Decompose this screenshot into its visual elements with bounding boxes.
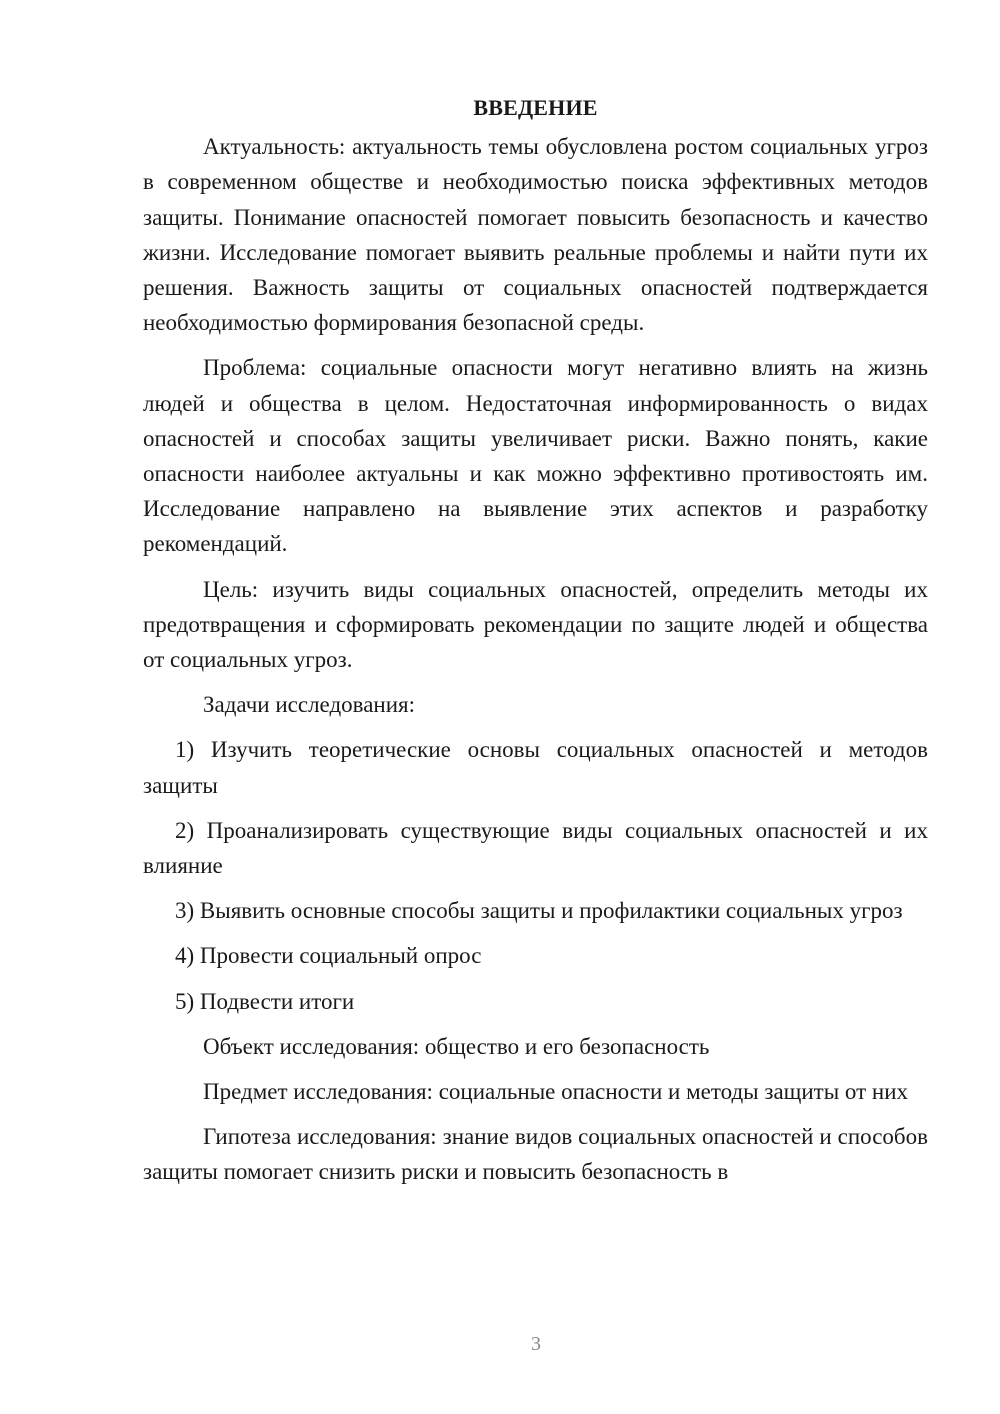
paragraph-object: Объект исследования: общество и его безопасность: [203, 1033, 710, 1059]
paragraph-relevance: Актуальность: актуальность темы обусловлена ростом социальных угроз в современном обществе и необходимостью поиска эффективных методов защиты. Понимание опасностей помогает повысить безопасность и качество жизни. Исследование помогает выявить реальные проблемы и найти пути их решения. Важность защиты от социальных опасностей подтверждается необходимостью формирования безопасной среды.: [143, 134, 928, 336]
page-body: [143, 90, 928, 1190]
task-item-2: 2) Проанализировать существующие виды социальных опасностей и их влияние: [143, 817, 928, 879]
page-number: 3: [531, 1333, 541, 1355]
task-item-4: 4) Провести социальный опрос: [175, 943, 482, 969]
task-item-5: 5) Подвести итоги: [175, 988, 355, 1014]
task-item-1: 1) Изучить теоретические основы социальных опасностей и методов защиты: [143, 737, 928, 798]
page-title: ВВЕДЕНИЕ: [473, 95, 598, 120]
paragraph-goal: Цель: изучить виды социальных опасностей, определить методы их предотвращения и сформировать рекомендации по защите людей и общества от социальных угроз.: [143, 576, 928, 673]
tasks-heading: Задачи исследования:: [203, 692, 416, 718]
task-item-3: 3) Выявить основные способы защиты и профилактики социальных угроз: [175, 898, 903, 924]
paragraph-subject: Предмет исследования: социальные опасности и методы защиты от них: [203, 1079, 909, 1105]
paragraph-problem: Проблема: социальные опасности могут негативно влиять на жизнь людей и общества в целом. Недостаточная информированность о видах опасностей и способах защиты увеличивает риски. Важно понять, какие опасности наиболее актуальны и как можно эффективно противостоять им. Исследование направлено на выявление этих аспектов и разработку рекомендаций.: [143, 355, 928, 557]
paragraph-hypothesis: Гипотеза исследования: знание видов социальных опасностей и способов защиты помогает снизить риски и повысить безопасность в: [143, 1124, 928, 1185]
